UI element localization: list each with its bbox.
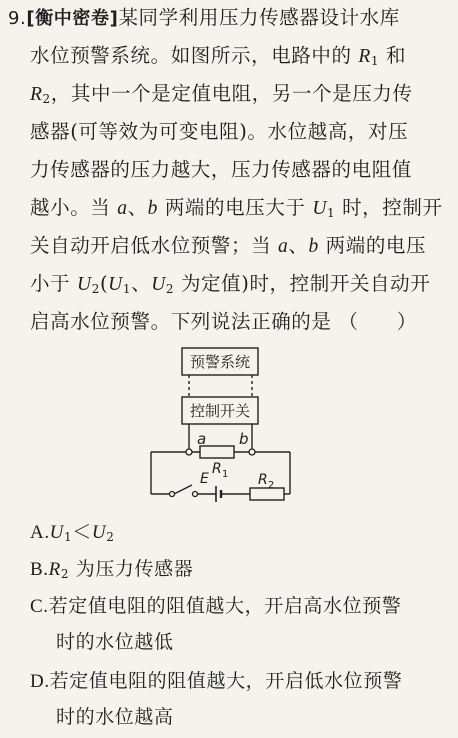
terminal-a <box>186 449 192 455</box>
label-b: b <box>239 430 249 448</box>
option-b-text: 为压力传感器 <box>69 558 194 580</box>
less-than: ＜ <box>72 521 92 543</box>
separator: 、 <box>288 234 309 257</box>
question-text: 越小。当 <box>30 196 118 219</box>
label-r2: R <box>258 472 268 488</box>
option-c-label: C. <box>30 596 49 617</box>
var-r: R <box>30 84 43 105</box>
option-c-text: 时的水位越低 <box>56 631 174 653</box>
question-text: 感器(可等效为可变电阻)。水位越高，对压 <box>30 120 409 143</box>
source-tag: [衡中密卷] <box>26 8 119 29</box>
label-r1: R <box>212 461 222 477</box>
subscript: 1 <box>327 206 336 220</box>
paren: ( <box>99 272 109 295</box>
option-d-text: 时的水位越高 <box>56 706 174 728</box>
question-text: 关自动开启低水位预警；当 <box>30 234 278 257</box>
question-text: 启高水位预警。下列说法正确的是 <box>30 310 332 333</box>
question-text: ，其中一个是定值电阻，另一个是压力传 <box>50 82 413 105</box>
question-text: 小于 <box>30 272 77 295</box>
option-d-continued <box>56 705 458 729</box>
var-r: R <box>358 46 371 67</box>
switch-contact <box>193 492 198 497</box>
option-c[interactable] <box>30 594 450 619</box>
question-text: 两端的电压大于 <box>158 196 313 219</box>
label-r2-sub: 2 <box>268 480 275 491</box>
question-text: 某同学利用压力传感器设计水库 <box>118 6 400 29</box>
option-d-text: 若定值电阻的阻值越大，开启低水位预警 <box>49 670 403 692</box>
subscript: 2 <box>106 530 115 544</box>
var-u: U <box>312 198 328 219</box>
question-text: 和 <box>379 44 407 67</box>
subscript: 2 <box>60 567 70 581</box>
var-u: U <box>108 274 123 295</box>
subscript: 1 <box>370 54 380 68</box>
var-u: U <box>49 522 64 543</box>
subscript: 2 <box>165 282 175 296</box>
option-a[interactable] <box>30 520 450 545</box>
subscript: 2 <box>42 92 51 106</box>
answer-bracket: （ ） <box>338 310 417 333</box>
question-text: 水位预警系统。如图所示，电路中的 <box>30 44 359 67</box>
option-d[interactable] <box>30 669 450 694</box>
switch-contact <box>170 492 175 497</box>
question-text: 力传感器的压力越大，压力传感器的电阻值 <box>30 158 412 181</box>
var-a: a <box>278 236 289 257</box>
label-a: a <box>197 430 207 448</box>
separator: 、 <box>127 196 148 219</box>
question-text: 两端的电压 <box>318 234 427 257</box>
separator: 、 <box>131 272 152 295</box>
option-c-text: 若定值电阻的阻值越大，开启高水位预警 <box>48 595 402 617</box>
var-a: a <box>117 198 128 219</box>
question-text: 为定值)时，控制开关自动开 <box>174 272 431 295</box>
label-e: E <box>200 471 209 487</box>
option-d-label: D. <box>30 671 50 692</box>
var-r: R <box>48 559 61 580</box>
resistor-r2 <box>250 488 284 500</box>
var-u: U <box>151 274 166 295</box>
var-u: U <box>77 274 92 295</box>
subscript: 2 <box>91 282 100 296</box>
subscript: 1 <box>64 530 73 544</box>
terminal-b <box>249 449 255 455</box>
option-c-continued <box>56 630 458 654</box>
switch-blade <box>174 485 192 494</box>
var-u: U <box>91 522 107 543</box>
question-number: 9. <box>8 8 27 29</box>
subscript: 1 <box>122 282 132 296</box>
var-b: b <box>147 198 159 219</box>
question-text: 时，控制开 <box>335 196 443 219</box>
option-a-label: A. <box>30 522 50 543</box>
label-r1-sub: 1 <box>222 469 229 480</box>
option-b[interactable] <box>30 557 450 582</box>
var-b: b <box>308 236 319 257</box>
warning-system-label: 预警系统 <box>189 353 251 371</box>
option-b-label: B. <box>30 559 49 580</box>
control-switch-label: 控制开关 <box>189 402 251 420</box>
